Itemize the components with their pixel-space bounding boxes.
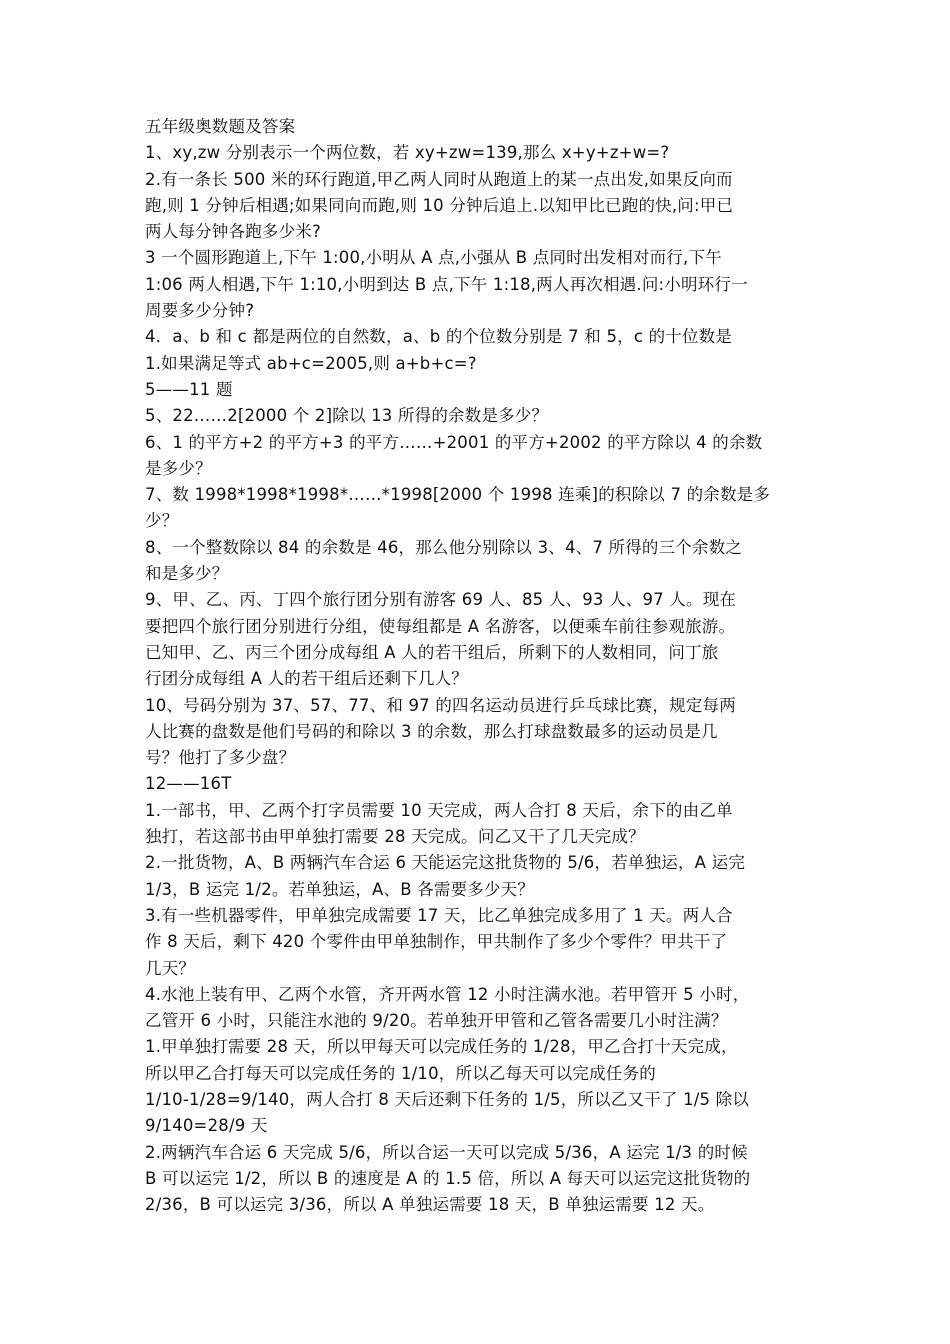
answer-2-line: B 可以运完 1/2，所以 B 的速度是 A 的 1.5 倍，所以 A 每天可以运完这批货物的 bbox=[145, 1168, 751, 1188]
problem-2-line: 1/3，B 运完 1/2。若单独运，A、B 各需要多少天？ bbox=[145, 879, 535, 899]
section-heading: 5——11 题 bbox=[145, 379, 233, 399]
question-9-line: 要把四个旅行团分别进行分组，使每组都是 A 名游客，以便乘车前往参观旅游。 bbox=[145, 616, 736, 636]
question-5-line: 5、22……2[2000 个 2]除以 13 所得的余数是多少？ bbox=[145, 406, 549, 426]
question-3-line: 3 一个圆形跑道上,下午 1:00,小明从 A 点,小强从 B 点同时出发相对而行,下午 bbox=[145, 248, 722, 268]
problem-1-line: 1.一部书，甲、乙两个打字员需要 10 天完成，两人合打 8 天后，余下的由乙单 bbox=[145, 800, 733, 820]
question-8-line: 8、一个整数除以 84 的余数是 46，那么他分别除以 3、4、7 所得的三个余数之 bbox=[145, 537, 743, 557]
question-9-line: 已知甲、乙、丙三个团分成每组 A 人的若干组后，所剩下的人数相同，问丁旅 bbox=[145, 642, 719, 662]
answer-2-line: 2/36，B 可以运完 3/36，所以 A 单独运需要 18 天，B 单独运需要 12 天。 bbox=[145, 1195, 715, 1215]
question-9-line: 9、甲、乙、丙、丁四个旅行团分别有游客 69 人、85 人、93 人、97 人。现在 bbox=[145, 590, 737, 610]
answer-1-line: 9/140=28/9 天 bbox=[145, 1116, 268, 1136]
question-3-line: 周要多少分钟? bbox=[145, 301, 255, 321]
question-3-line: 1:06 两人相遇,下午 1:10,小明到达 B 点,下午 1:18,两人再次相遇.问:小明环行一 bbox=[145, 274, 748, 294]
problem-1-line: 独打，若这部书由甲单独打需要 28 天完成。问乙又干了几天完成？ bbox=[145, 827, 645, 847]
question-9-line: 行团分成每组 A 人的若干组后还剩下几人？ bbox=[145, 669, 468, 689]
question-2-line: 2.有一条长 500 米的环行跑道,甲乙两人同时从跑道上的某一点出发,如果反向而 bbox=[145, 169, 733, 189]
problem-3-line: 3.有一些机器零件，甲单独完成需要 17 天，比乙单独完成多用了 1 天。两人合 bbox=[145, 905, 733, 925]
section-heading: 12——16T bbox=[145, 774, 232, 794]
question-4-line: 1.如果满足等式 ab+c=2005,则 a+b+c=? bbox=[145, 353, 477, 373]
question-1-line: 1、xy,zw 分别表示一个两位数，若 xy+zw=139,那么 x+y+z+w=? bbox=[145, 143, 670, 163]
problem-3-line: 几天？ bbox=[145, 958, 196, 978]
problem-3-line: 作 8 天后，剩下 420 个零件由甲单独制作，甲共制作了多少个零件？甲共干了 bbox=[145, 932, 728, 952]
question-7-line: 少？ bbox=[145, 511, 179, 531]
question-2-line: 两人每分钟各跑多少米? bbox=[145, 222, 321, 242]
document-title: 五年级奥数题及答案 bbox=[145, 117, 296, 136]
problem-4-line: 4.水池上装有甲、乙两个水管，齐开两水管 12 小时注满水池。若甲管开 5 小时， bbox=[145, 984, 750, 1004]
problem-4-line: 乙管开 6 小时，只能注水池的 9/20。若单独开甲管和乙管各需要几小时注满？ bbox=[145, 1011, 728, 1031]
answer-1-line: 1/10-1/28=9/140，两人合打 8 天后还剩下任务的 1/5，所以乙又干了 1/5 除以 bbox=[145, 1089, 750, 1109]
question-10-line: 号？他打了多少盘？ bbox=[145, 748, 296, 768]
question-8-line: 和是多少？ bbox=[145, 564, 229, 584]
question-4-line: 4．a、b 和 c 都是两位的自然数，a、b 的个位数分别是 7 和 5，c 的十位数是 bbox=[145, 327, 733, 347]
question-6-line: 是多少？ bbox=[145, 458, 212, 478]
answer-1-line: 所以甲乙合打每天可以完成任务的 1/10，所以乙每天可以完成任务的 bbox=[145, 1063, 656, 1083]
problem-2-line: 2.一批货物，A、B 两辆汽车合运 6 天能运完这批货物的 5/6，若单独运，A 运完 bbox=[145, 853, 746, 873]
document-page bbox=[145, 114, 815, 1218]
answer-2-line: 2.两辆汽车合运 6 天完成 5/6，所以合运一天可以完成 5/36，A 运完 1/3 的时候 bbox=[145, 1142, 748, 1162]
question-6-line: 6、1 的平方+2 的平方+3 的平方……+2001 的平方+2002 的平方除以 4 的余数 bbox=[145, 432, 763, 452]
question-2-line: 跑,则 1 分钟后相遇;如果同向而跑,则 10 分钟后追上.以知甲比已跑的快,问:甲已 bbox=[145, 195, 734, 215]
question-10-line: 10、号码分别为 37、57、77、和 97 的四名运动员进行乒乓球比赛，规定每两 bbox=[145, 695, 736, 715]
question-7-line: 7、数 1998*1998*1998*……*1998[2000 个 1998 连乘]的积除以 7 的余数是多 bbox=[145, 485, 771, 505]
question-10-line: 人比赛的盘数是他们号码的和除以 3 的余数，那么打球盘数最多的运动员是几 bbox=[145, 721, 718, 741]
answer-1-line: 1.甲单独打需要 28 天，所以甲每天可以完成任务的 1/28，甲乙合打十天完成， bbox=[145, 1037, 738, 1057]
